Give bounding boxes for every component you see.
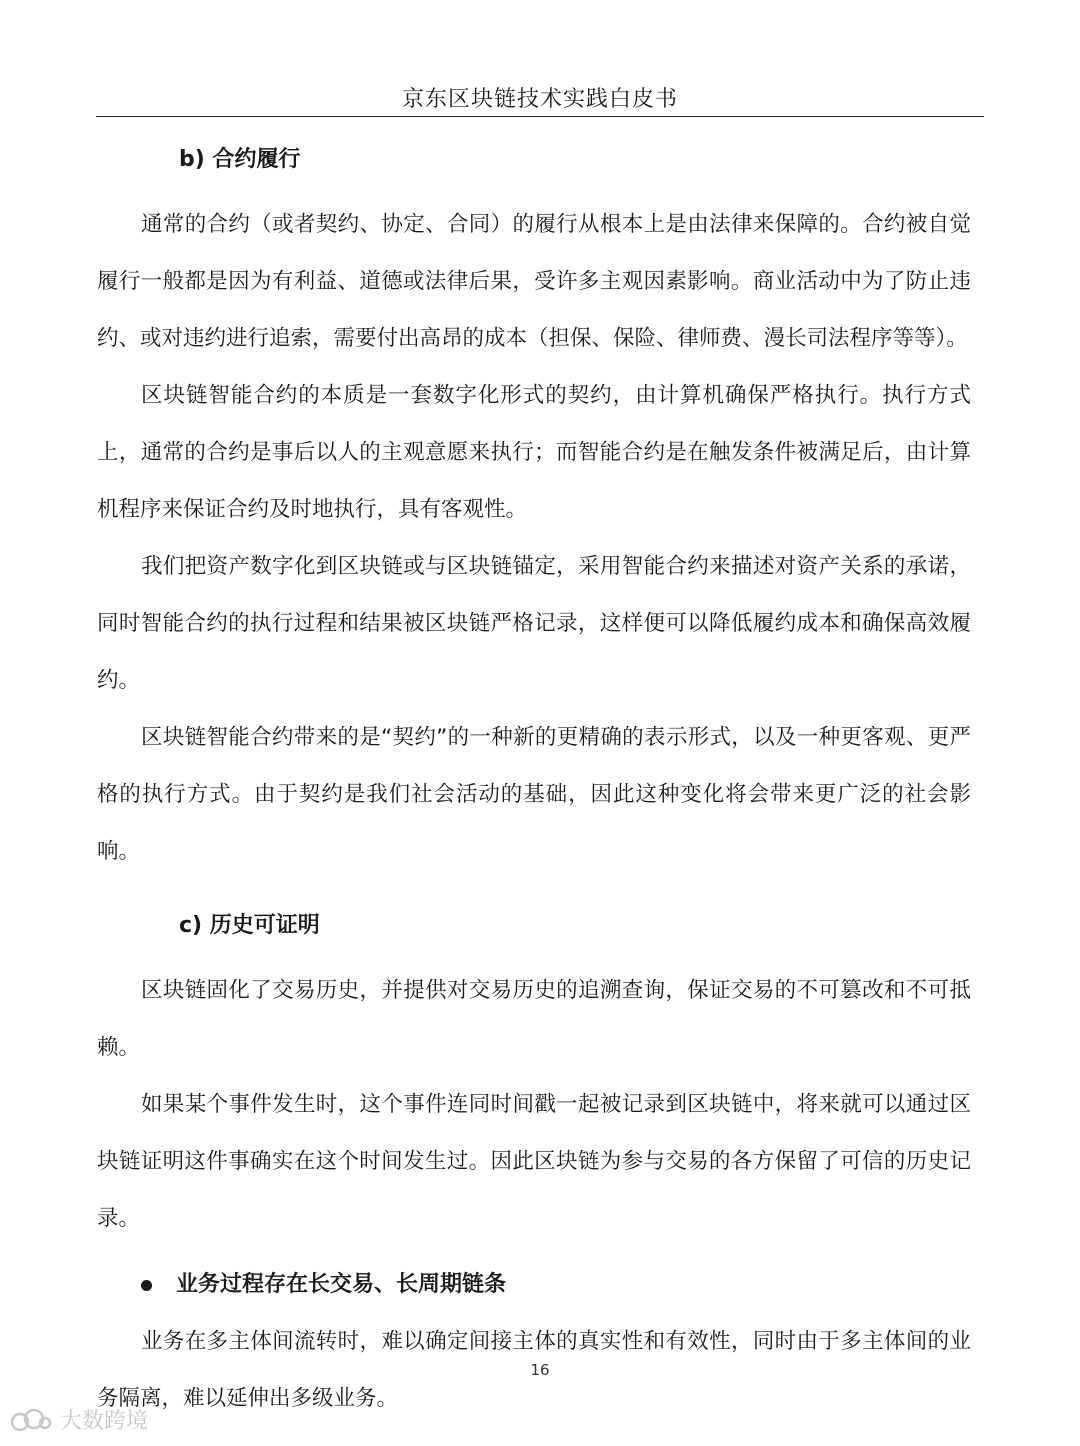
document-header-title: 京东区块链技术实践白皮书 (401, 87, 678, 112)
watermark-text: 大数跨境 (60, 1409, 149, 1434)
watermark (10, 1404, 148, 1435)
paragraph: 区块链智能合约带来的是“契约”的一种新的更精确的表示形式，以及一种更客观、更严格的执行方式。由于契约是我们社会活动的基础，因此这种变化将会带来更广泛的社会影响。 (97, 725, 971, 864)
page-number: 16 (530, 1361, 550, 1379)
paragraph: 区块链智能合约的本质是一套数字化形式的契约，由计算机确保严格执行。执行方式上，通常的合约是事后以人的主观意愿来执行；而智能合约是在触发条件被满足后，由计算机程序来保证合约及时地执行，具有客观性。 (97, 383, 971, 522)
bullet-heading (97, 1265, 971, 1305)
header-divider (96, 116, 984, 117)
paragraph: 通常的合约（或者契约、协定、合同）的履行从根本上是由法律来保障的。合约被自觉履行一般都是因为有利益、道德或法律后果，受许多主观因素影响。商业活动中为了防止违约、或对违约进行追索，需要付出高昂的成本（担保、保险、律师费、漫长司法程序等等）。 (97, 212, 971, 351)
section-heading-b: b) 合约履行 (179, 147, 301, 172)
watermark-logo-icon (10, 1405, 52, 1435)
bullet-dot-icon (141, 1280, 152, 1291)
bullet-heading-text: 业务过程存在长交易、长周期链条 (176, 1272, 507, 1297)
section-heading-c: c) 历史可证明 (179, 913, 320, 938)
page-body (97, 140, 971, 1427)
paragraph: 如果某个事件发生时，这个事件连同时间戳一起被记录到区块链中，将来就可以通过区块链证明这件事确实在这个时间发生过。因此区块链为参与交易的各方保留了可信的历史记录。 (97, 1092, 971, 1231)
paragraph: 我们把资产数字化到区块链或与区块链锚定，采用智能合约来描述对资产关系的承诺，同时智能合约的执行过程和结果被区块链严格记录，这样便可以降低履约成本和确保高效履约。 (97, 554, 971, 693)
paragraph: 业务在多主体间流转时，难以确定间接主体的真实性和有效性，同时由于多主体间的业务隔离，难以延伸出多级业务。 (97, 1329, 971, 1411)
paragraph: 区块链固化了交易历史，并提供对交易历史的追溯查询，保证交易的不可篡改和不可抵赖。 (97, 978, 971, 1060)
